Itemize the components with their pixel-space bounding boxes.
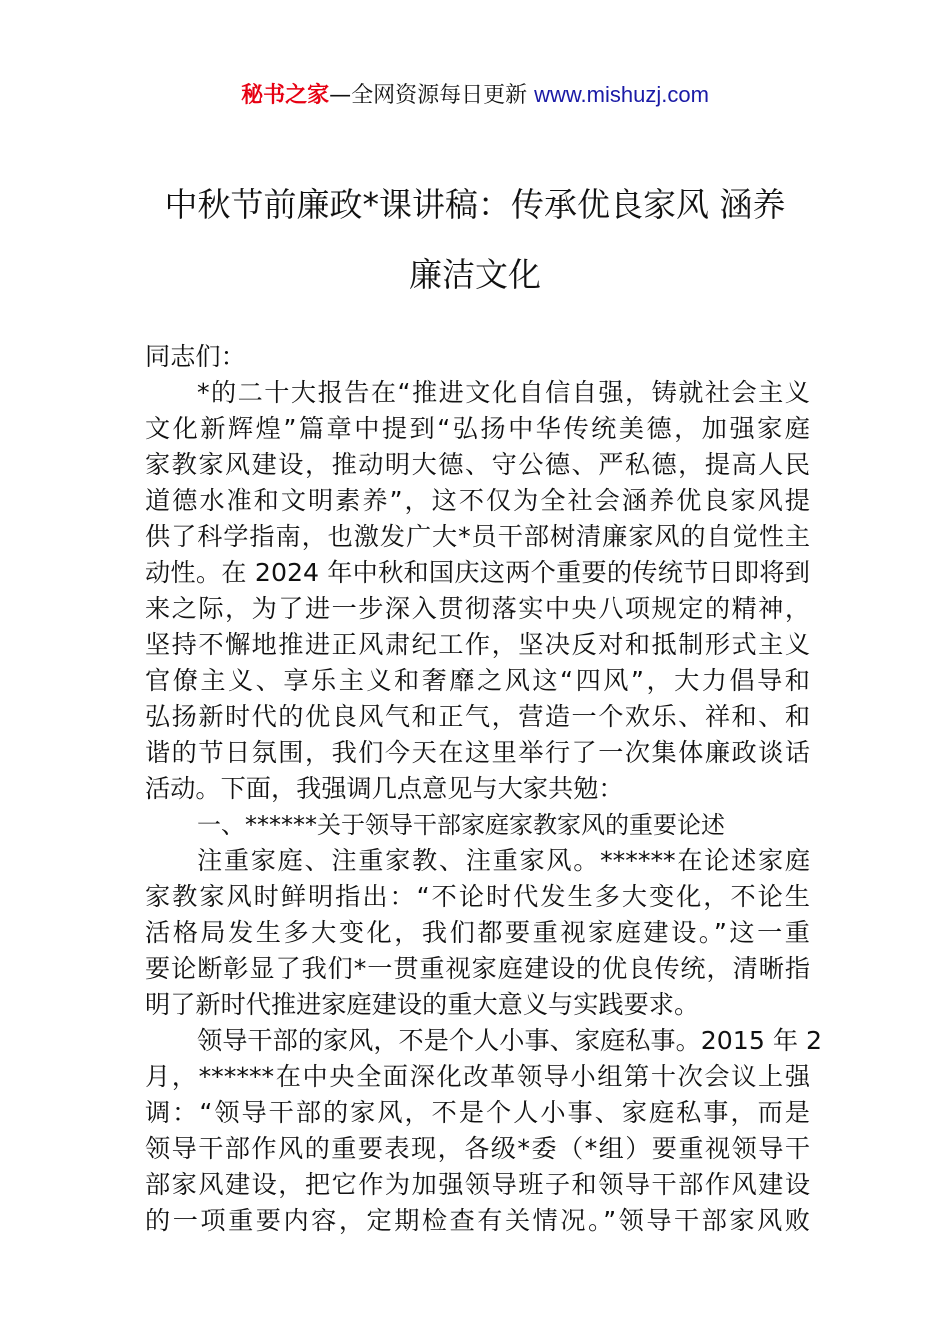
paragraph-line: 官僚主义、享乐主义和奢靡之风这“四风”，大力倡导和	[145, 666, 810, 695]
paragraph-line: *的二十大报告在“推进文化自信自强，铸就社会主义	[197, 378, 810, 407]
paragraph-line: 弘扬新时代的优良风气和正气，营造一个欢乐、祥和、和	[145, 702, 810, 731]
paragraph-line: 调：“领导干部的家风，不是个人小事、家庭私事，而是	[145, 1098, 810, 1127]
site-tagline: —全网资源每日更新	[329, 83, 535, 108]
paragraph-line: 供了科学指南，也激发广大*员干部树清廉家风的自觉性主	[145, 522, 810, 551]
paragraph-line: 谐的节日氛围，我们今天在这里举行了一次集体廉政谈话	[145, 738, 810, 767]
site-header	[0, 78, 950, 113]
paragraph-line: 道德水准和文明素养”，这不仅为全社会涵养优良家风提	[145, 486, 810, 515]
paragraph-line: 领导干部的家风，不是个人小事、家庭私事。2015 年 2	[197, 1026, 823, 1055]
paragraph-line: 来之际，为了进一步深入贯彻落实中央八项规定的精神，	[145, 594, 810, 623]
paragraph-line: 家教家风建设，推动明大德、守公德、严私德，提高人民	[145, 450, 810, 479]
paragraph-line: 动性。在 2024 年中秋和国庆这两个重要的传统节日即将到	[145, 558, 810, 587]
paragraph-line: 坚持不懈地推进正风肃纪工作，坚决反对和抵制形式主义	[145, 630, 810, 659]
paragraph-line: 活格局发生多大变化，我们都要重视家庭建设。”这一重	[145, 918, 810, 947]
salutation: 同志们：	[145, 342, 246, 371]
document-title	[140, 170, 810, 310]
paragraph-line: 要论断彰显了我们*一贯重视家庭建设的优良传统，清晰指	[145, 954, 810, 983]
paragraph-line: 注重家庭、注重家教、注重家风。******在论述家庭	[197, 846, 810, 875]
paragraph-line: 家教家风时鲜明指出：“不论时代发生多大变化，不论生	[145, 882, 810, 911]
paragraph-line: 领导干部作风的重要表现，各级*委（*组）要重视领导干	[145, 1134, 810, 1163]
site-brand: 秘书之家	[241, 83, 330, 108]
site-url-link[interactable]: www.mishuzj.com	[534, 82, 709, 107]
paragraph-line: 月，******在中央全面深化改革领导小组第十次会议上强	[145, 1062, 810, 1091]
section-heading: 一、******关于领导干部家庭家教家风的重要论述	[197, 811, 725, 839]
paragraph-line: 部家风建设，把它作为加强领导班子和领导干部作风建设	[145, 1170, 810, 1199]
paragraph-line: 活动。下面，我强调几点意见与大家共勉：	[145, 774, 624, 803]
paragraph-line: 明了新时代推进家庭建设的重大意义与实践要求。	[145, 990, 700, 1019]
title-line: 中秋节前廉政*课讲稿：传承优良家风 涵养	[164, 185, 786, 224]
document-body	[145, 339, 823, 1239]
title-line: 廉洁文化	[409, 255, 541, 294]
paragraph-line: 文化新辉煌”篇章中提到“弘扬中华传统美德，加强家庭	[145, 414, 810, 443]
paragraph-line: 的一项重要内容，定期检查有关情况。”领导干部家风败	[145, 1206, 810, 1235]
